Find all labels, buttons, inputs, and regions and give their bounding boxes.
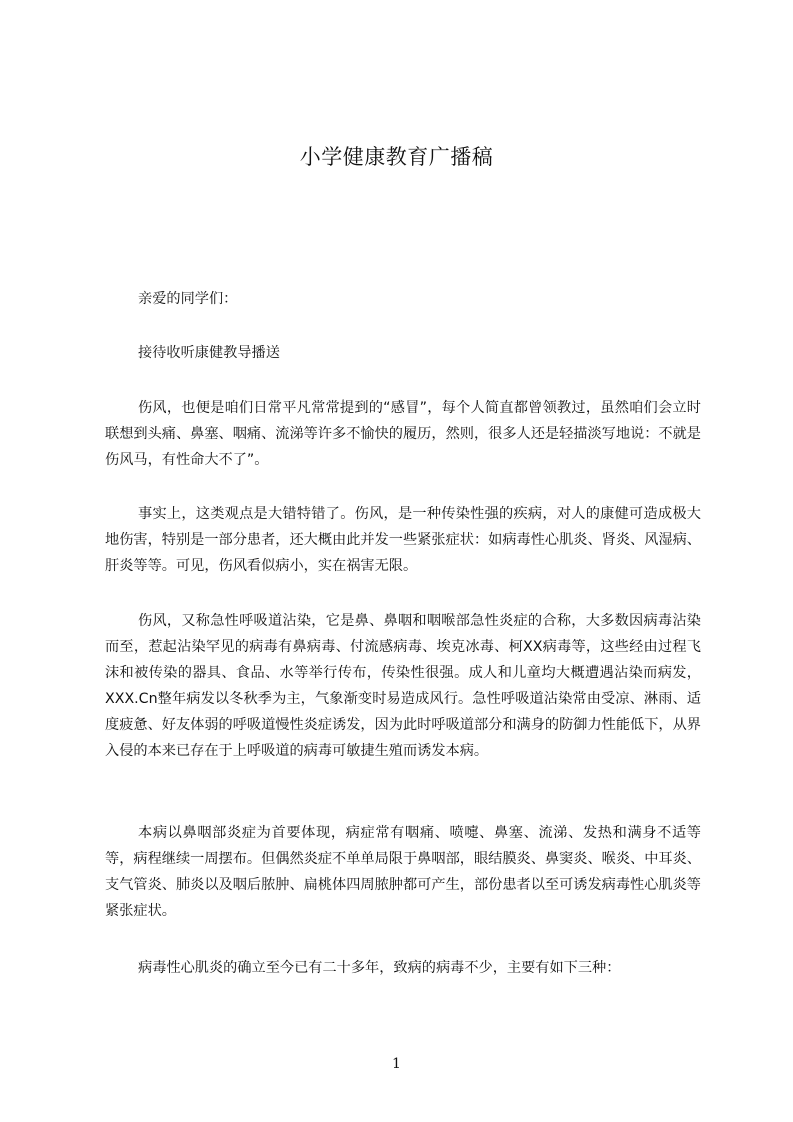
body-paragraph-1: 伤风，也便是咱们日常平凡常常提到的“感冒”，每个人简直都曾领教过，虽然咱们会立时联想到头痛、鼻塞、咽痛、流涕等许多不愉快的履历，然则，很多人还是轻描淡写地说：不就是伤风马，有性命大不了”。 xyxy=(105,400,701,468)
intro-paragraph: 接待收听康健教导播送 xyxy=(138,345,280,361)
body-paragraph-3: 伤风，又称急性呼吸道沾染，它是鼻、鼻咽和咽喉部急性炎症的合称，大多数因病毒沾染而至，惹起沾染罕见的病毒有鼻病毒、付流感病毒、埃克冰毒、柯XX病毒等，这些经由过程飞沫和被传染的器具、食品、水等举行传布，传染性很强。成人和儿童均大概遭遇沾染而病发，XXX.Cn整年病发以冬秋季为主，气象渐变时易造成风行。急性呼吸道沾染常由受凉、淋雨、适度疲惫、好友体弱的呼吸道慢性炎症诱发，因为此时呼吸道部分和满身的防御力性能低下，从界入侵的本来已存在于上呼吸道的病毒可敏捷生殖而诱发本病。 xyxy=(105,613,701,759)
body-paragraph-5: 病毒性心肌炎的确立至今已有二十多年，致病的病毒不少，主要有如下三种： xyxy=(138,960,621,976)
document-title: 小学健康教育广播稿 xyxy=(299,145,494,169)
body-paragraph-2: 事实上，这类观点是大错特错了。伤风，是一种传染性强的疾病，对人的康健可造成极大地伤害，特别是一部分患者，还大概由此并发一些紧张症状：如病毒性心肌炎、肾炎、风湿病、肝炎等等。可见，伤风看似病小，实在祸害无限。 xyxy=(105,506,701,574)
body-paragraph-4: 本病以鼻咽部炎症为首要体现，病症常有咽痛、喷嚏、鼻塞、流涕、发热和满身不适等等，病程继续一周摆布。但偶然炎症不单单局限于鼻咽部，眼结膜炎、鼻窦炎、喉炎、中耳炎、支气管炎、肺炎以及咽后脓肿、扁桃体四周脓肿都可产生，部份患者以至可诱发病毒性心肌炎等紧张症状。 xyxy=(105,825,701,919)
greeting-paragraph: 亲爱的同学们： xyxy=(138,291,238,307)
page-number: 1 xyxy=(392,1056,401,1072)
